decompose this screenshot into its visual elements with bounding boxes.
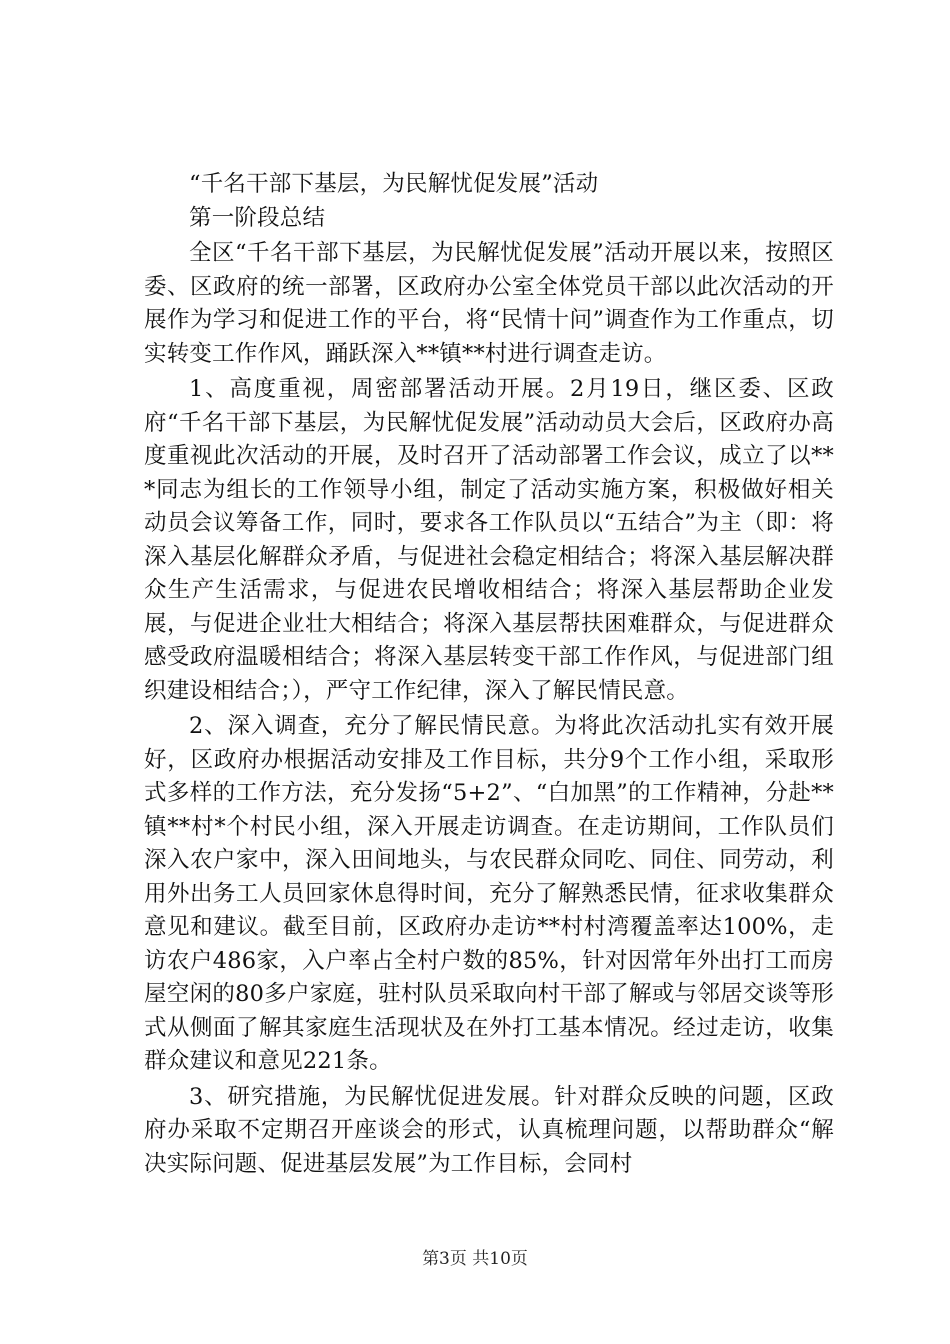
document-title: “千名干部下基层，为民解忧促发展”活动: [189, 171, 599, 197]
document-body: [144, 168, 834, 1181]
paragraph-section-2: 2、深入调查，充分了解民情民意。为将此次活动扎实有效开展好，区政府办根据活动安排及工作目标，共分9个工作小组，采取形式多样的工作方法，充分发扬“5+2”、“白加黑”的工作精神，分赴**镇**村*个村民小组，深入开展走访调查。在走访期间，工作队员们深入农户家中，深入田间地头，与农民群众同吃、同住、同劳动，利用外出务工人员回家休息得时间，充分了解熟悉民情，征求收集群众意见和建议。截至目前，区政府办走访**村村湾覆盖率达100%，走访农户486家，入户率占全村户数的85%，针对因常年外出打工而房屋空闲的80多户家庭，驻村队员采取向村干部了解或与邻居交谈等形式从侧面了解其家庭生活现状及在外打工基本情况。经过走访，收集群众建议和意见221条。: [144, 713, 834, 1074]
paragraph-intro: 全区“千名干部下基层，为民解忧促发展”活动开展以来，按照区委、区政府的统一部署，区政府办公室全体党员干部以此次活动的开展作为学习和促进工作的平台，将“民情十问”调查作为工作重点，切实转变工作作风，踊跃深入**镇**村进行调查走访。: [144, 240, 834, 367]
paragraph-section-3: 3、研究措施，为民解忧促进发展。针对群众反映的问题，区政府办采取不定期召开座谈会的形式，认真梳理问题，以帮助群众“解决实际问题、促进基层发展”为工作目标，会同村: [144, 1083, 834, 1177]
paragraph-section-1: 1、高度重视，周密部署活动开展。2月19日，继区委、区政府“千名干部下基层，为民解忧促发展”活动动员大会后，区政府办高度重视此次活动的开展，及时召开了活动部署工作会议，成立了以***同志为组长的工作领导小组，制定了活动实施方案，积极做好相关动员会议筹备工作，同时，要求各工作队员以“五结合”为主（即：将深入基层化解群众矛盾，与促进社会稳定相结合；将深入基层解决群众生产生活需求，与促进农民增收相结合；将深入基层帮助企业发展，与促进企业壮大相结合；将深入基层帮扶困难群众，与促进群众感受政府温暖相结合；将深入基层转变干部工作作风，与促进部门组织建设相结合；），严守工作纪律，深入了解民情民意。: [144, 376, 834, 704]
document-subtitle: 第一阶段总结: [189, 204, 326, 231]
page-number-footer: 第3页 共10页: [422, 1249, 528, 1269]
